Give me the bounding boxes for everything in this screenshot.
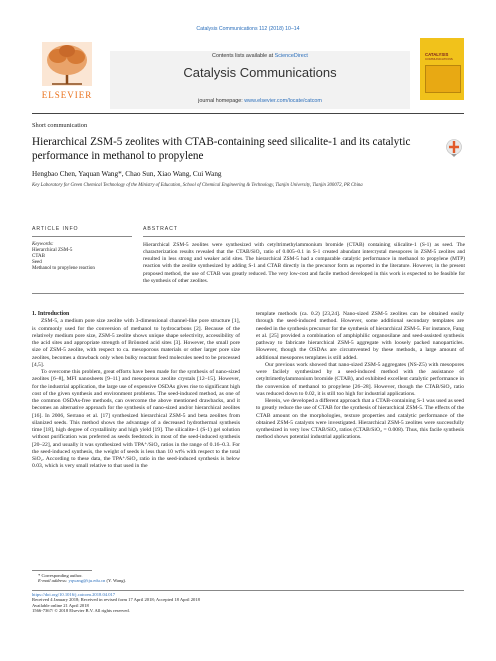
journal-reference[interactable]: Catalysis Communications 112 (2018) 10–14 — [196, 26, 300, 32]
intro-right-column — [256, 311, 464, 442]
footnote — [32, 573, 232, 584]
abstract-rule — [32, 293, 464, 294]
email-suffix: (Y. Wang). — [105, 578, 127, 584]
journal-header-box — [110, 51, 410, 109]
journal-title: Catalysis Communications — [183, 65, 337, 80]
publication-info — [32, 592, 464, 614]
header-rule — [32, 113, 464, 114]
article-info — [32, 226, 132, 272]
homepage-link[interactable]: www.elsevier.com/locate/catcom — [244, 98, 322, 104]
abstract-heading: ABSTRACT — [143, 226, 178, 232]
abstract — [143, 226, 465, 285]
body-paragraph: Our previous work showed that nano-sized ZSM-5 aggregates (NS-Z5) with mesopores were facilely synthesized by a seed-induced method with the assistance of cetyltrimethylammonium bromide (CTAB), and exhibited excellent catalytic performance in the conversion of methanol to propylene [26–28]. However, though the CTAB/SiO₂ ratio was reduced down to 0.02, it is still too high for industrial applications. — [256, 361, 464, 397]
keyword-item: Hierarchical ZSM-5 — [32, 248, 73, 253]
journal-cover[interactable] — [420, 38, 464, 100]
contents-prefix: Contents lists available at — [212, 53, 275, 59]
sciencedirect-link[interactable]: ScienceDirect — [274, 53, 308, 59]
footer-rule — [32, 590, 464, 591]
keyword-item: Seed — [32, 260, 42, 265]
article-info-heading: ARTICLE INFO — [32, 226, 79, 232]
intro-heading: 1. Introduction — [32, 311, 70, 317]
author-list: Hengbao Chen, Yaquan Wang*, Chao Sun, Xiao Wang, Cui Wang — [32, 170, 222, 178]
body-paragraph: template methods (ca. 0.2) [23,24]. Nano-sized ZSM-5 zeolites can be obtained easily through the seed-induced method. However, some additional secondary templates are needed in the synthesis precursor for the synthesis of hierarchical ZSM-5. For instance, Fang et al. [25] provided a combination of amphiphilic organosilane and seed-assisted synthesis pathway to fabricate hierarchical ZSM-5 aggregate with loosely packed nanoparticles. However, though the OSDAs are circumvented by these methods, a large amount of additional mesopores templates is still added. — [256, 311, 465, 361]
doi-link[interactable]: https://doi.org/10.1016/j.catcom.2018.04.017 — [32, 592, 116, 597]
article-type: Short communication — [32, 122, 88, 129]
email-label: E-mail address: — [38, 578, 69, 584]
body-paragraph: To overcome this problem, great efforts have been made for the synthesis of nano-sized zeolites [6–8], MFI nanosheets [9–11] and mesoporous zeolite crystals [12–15]. However, for the industrial application, the large use of expensive OSDAs gives rise to significant high cost of the given synthesis and environment problems. The seed-induced method, as one of the common OSDAs-free methods, can overcome the above mentioned drawbacks, and it becomes an alternative approach for the synthesis of nano-sized and/or hierarchical zeolites [16]. In 2006, Serrano et al. [17] synthesized hierarchical ZSM-5 and beta zeolites from silanized seeds. This method shows the advantage of a decreased hydrothermal synthesis time [18], high degree of crystallinity and high yield [19]. The silicalite-1 (S-1) gel solution without purification was preferred as seeds feedstock in most of the seed-induced synthesis [20–22], and usually it was synthesized with TPA⁺/SiO₂ ratios in the range of 0.16–0.3. For the seed-induced synthesis, the weight of seeds is less than 10 wt% with respect to the total SiO₂. According to these data, the TPA⁺/SiO₂ ratio in the seed-induced synthesis is below 0.03, which is very small relative to that used in the — [32, 369, 240, 470]
elsevier-logo[interactable] — [34, 40, 100, 100]
crossmark-icon[interactable] — [445, 138, 463, 158]
received-dates: Received 4 January 2018; Received in revised form 17 April 2018; Accepted 18 April 2018 — [32, 597, 200, 603]
body-paragraph: Herein, we developed a different approach that a CTAB-containing S-1 was used as seed to greatly reduce the use of CTAB for the synthesis of hierarchical ZSM-5. The effects of the CTAB amount on the morphologies, texture properties and catalytic performance of the obtained ZSM-5 catalysts were investigated. Hierarchical ZSM-5 zeolites were successfully synthesized in very low CTAB/SiO₂ ratios (CTAB/SiO₂ = 0.008). Thus, this facile synthesis method shows potential industrial applications. — [256, 398, 464, 441]
cover-title: CATALYSIS — [425, 52, 449, 57]
available-online: Available online 21 April 2018 — [32, 602, 89, 608]
keywords-label: Keywords: — [32, 242, 54, 247]
email-link[interactable]: yqwang@tju.edu.cn — [68, 578, 106, 584]
contents-line — [110, 53, 410, 59]
abstract-text: Hierarchical ZSM-5 zeolites were synthesized with cetyltrimethylammonium bromide (CTAB) containing silicalite-1 (S-1) as seed. The characterization results revealed that the CTAB/SiO₂ ratio of 0.005–0.1 in S-1 created abundant intercrystal mesopores in ZSM-5 zeolites and resulted in less strong and weaker acid sites. The hierarchical ZSM-5 had a comparable catalytic performance in methanol to propylene (MTP) reaction with the zeolite synthesized by adding S-1 and CTAB directly in the precursor form as reported in the literature. However, in the present proposed method, the use of CTAB was greatly reduced. The very low-cost and facile method developed in this work is expected to be feasible for the synthesis of other zeolites. — [143, 242, 465, 284]
footnote-rule — [32, 570, 92, 571]
body-paragraph: ZSM-5, a medium pore size zeolite with 3-dimensional channel-like pore structure [1], is commonly used for the conversion of methanol to hydrocarbons [2]. Because of the relatively medium pore size, ZSM-5 zeolite shows unique shape selectivity, accessibility of the acid sites and appropriate strength of Brönsted acid sites [3]. However, the small pore size of ZSM-5 zeolite, with respect to ca. mesoporous materials or other larger pore size zeolites, becomes a drawback only when bulky reactant feed molecules need to be processed [4,5]. — [32, 318, 240, 368]
paper-title: Hierarchical ZSM-5 zeolites with CTAB-containing seed silicalite-1 and its catalytic performance in methanol to propylene — [32, 136, 411, 162]
elsevier-wordmark: ELSEVIER — [41, 90, 93, 100]
email-line — [32, 578, 232, 583]
keyword-item: CTAB — [32, 254, 45, 259]
homepage-prefix: journal homepage: — [198, 98, 245, 104]
copyright: 1566-7367/ © 2018 Elsevier B.V. All rights reserved. — [32, 608, 130, 614]
journal-homepage — [110, 98, 410, 104]
corresponding-note: * Corresponding author. — [38, 573, 83, 578]
cover-subtitle: COMMUNICATIONS — [425, 57, 453, 61]
affiliation: Key Laboratory for Green Chemical Technology of the Ministry of Education, School of Chemical Engineering & Technology, Tianjin University, Tianjin 300072, PR China — [32, 183, 363, 188]
cover-image — [425, 65, 461, 93]
intro-left-column — [32, 311, 240, 471]
keyword-item: Methanol to propylene reaction — [32, 266, 95, 271]
